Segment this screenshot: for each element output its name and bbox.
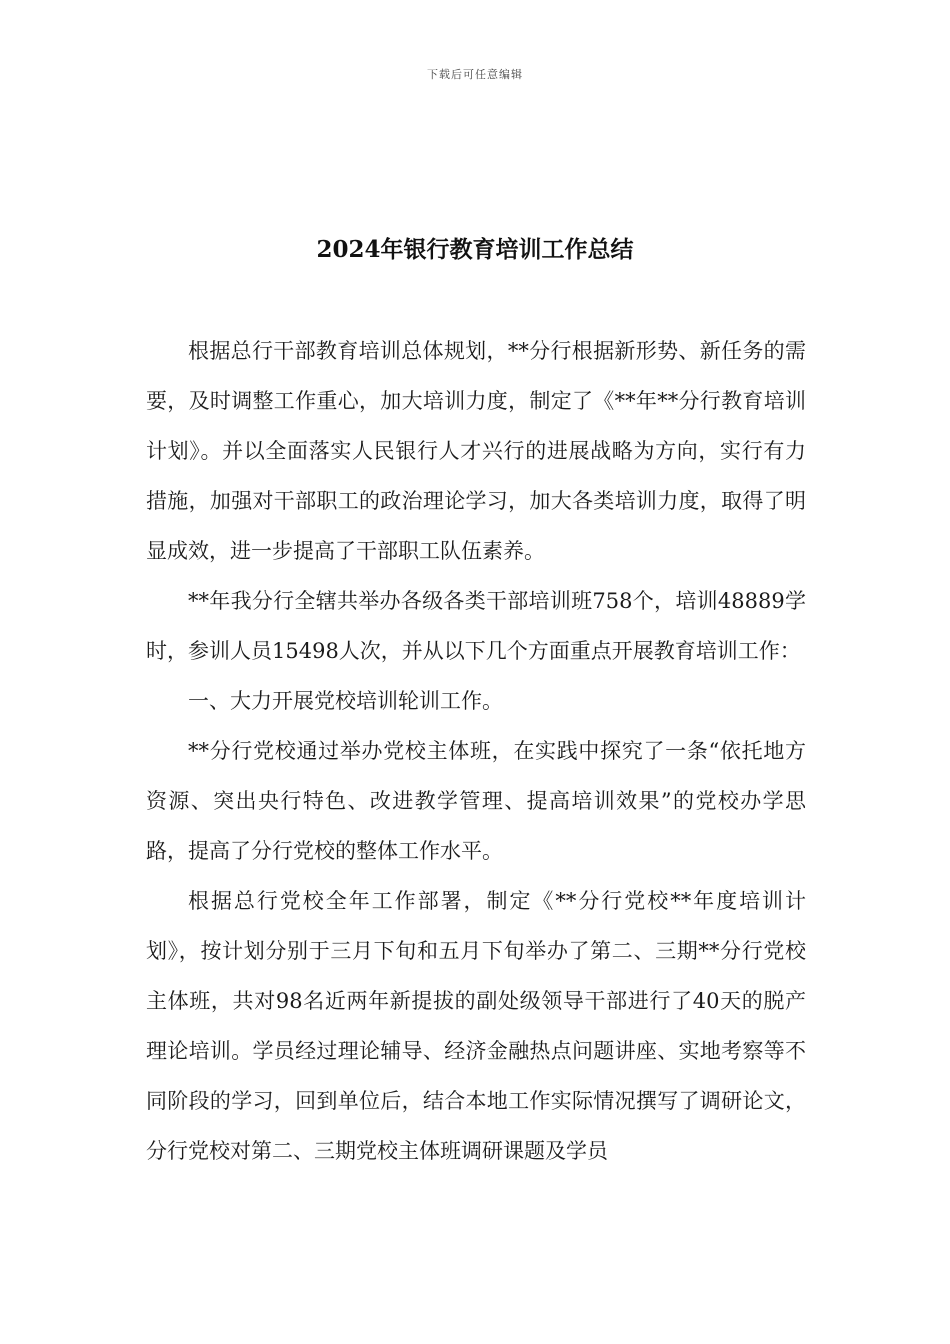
paragraph-intro: 根据总行干部教育培训总体规划，**分行根据新形势、新任务的需要，及时调整工作重心，加大培训力度，制定了《**年**分行教育培训计划》。并以全面落实人民银行人才兴行的进展战略为方向，实行有力措施，加强对干部职工的政治理论学习，加大各类培训力度，取得了明显成效，进一步提高了干部职工队伍素养。 [146, 339, 806, 563]
header-note: 下载后可任意编辑 [427, 68, 523, 81]
paragraph-party-school: **分行党校通过举办党校主体班，在实践中探究了一条“依托地方资源、突出央行特色、改进教学管理、提高培训效果”的党校办学思路，提高了分行党校的整体工作水平。 [146, 739, 806, 863]
paragraph-statistics: **年我分行全辖共举办各级各类干部培训班758个，培训48889学时，参训人员15498人次，并从以下几个方面重点开展教育培训工作： [146, 589, 806, 663]
paragraph-training-plan: 根据总行党校全年工作部署，制定《**分行党校**年度培训计划》，按计划分别于三月下旬和五月下旬举办了第二、三期**分行党校主体班，共对98名近两年新提拔的副处级领导干部进行了40天的脱产理论培训。学员经过理论辅导、经济金融热点问题讲座、实地考察等不同阶段的学习，回到单位后，结合本地工作实际情况撰写了调研论文，分行党校对第二、三期党校主体班调研课题及学员 [146, 889, 806, 1163]
section-heading-1: 一、大力开展党校培训轮训工作。 [188, 689, 503, 713]
document-body [146, 326, 806, 1176]
document-title: 2024年银行教育培训工作总结 [316, 236, 634, 263]
